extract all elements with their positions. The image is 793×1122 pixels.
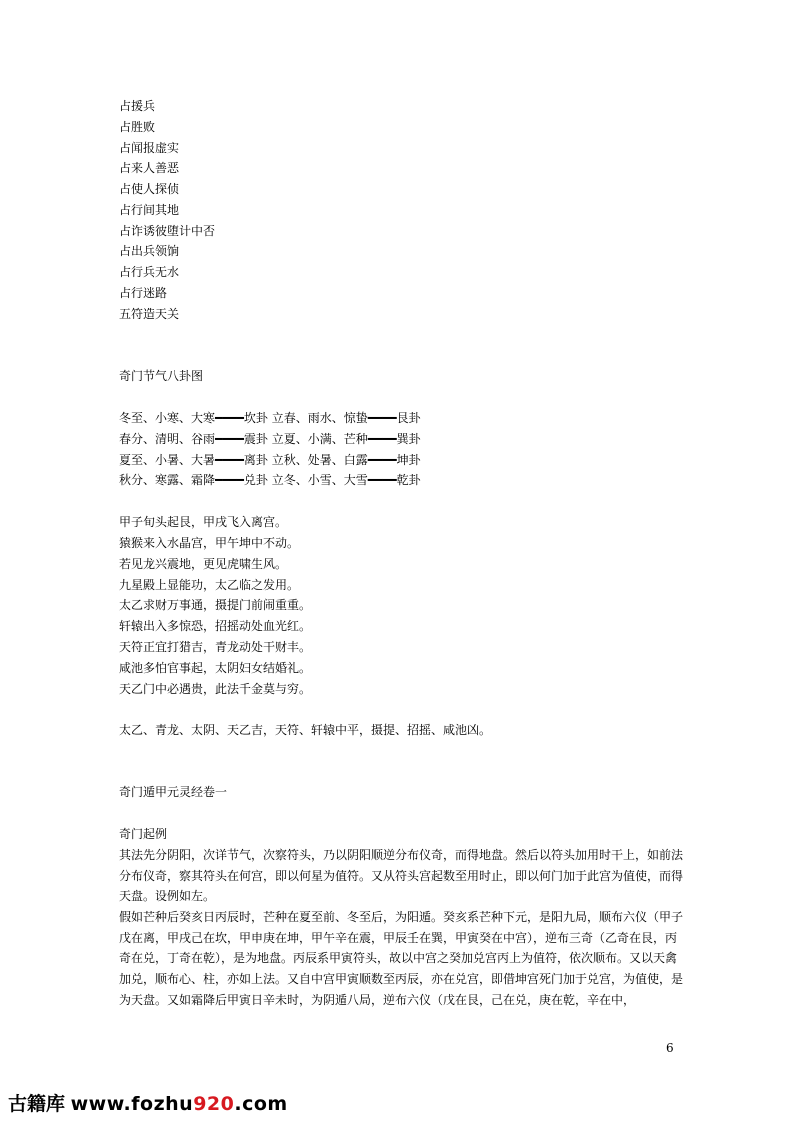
verse-line: 天符正宜打猎吉，青龙动处干财丰。 bbox=[119, 640, 312, 654]
toc-item: 占诈诱彼堕计中否 bbox=[119, 224, 216, 238]
toc-item: 占使人探侦 bbox=[119, 182, 180, 196]
url-suffix: .com bbox=[234, 1093, 288, 1115]
chapter-title: 奇门起例 bbox=[119, 827, 168, 841]
site-url bbox=[71, 1093, 288, 1115]
url-prefix: www.fozhu bbox=[70, 1093, 194, 1115]
body-paragraph: 其法先分阴阳，次详节气，次察符头，乃以阴阳顺逆分布仪奇，而得地盘。然后以符头加用时干上，如前法分布仪奇，察其符头在何宫，即以何星为值符。又从符头宫起数至用时止，即以何门加于此宫为值使，而得天盘。设例如左。 bbox=[119, 848, 684, 904]
verse-line: 咸池多怕官事起，太阴妇女结婚礼。 bbox=[119, 661, 312, 675]
site-name: 古籍库 bbox=[8, 1093, 66, 1115]
verse-line: 猿猴来入水晶宫，甲午坤中不动。 bbox=[119, 536, 300, 550]
bagua-row: 夏至、小暑、大暑━━━━离卦 立秋、处暑、白露━━━━坤卦 bbox=[119, 453, 421, 467]
toc-item: 占援兵 bbox=[119, 99, 156, 113]
verse-line: 甲子旬头起艮，甲戌飞入离宫。 bbox=[119, 515, 288, 529]
book-title: 奇门遁甲元灵经卷一 bbox=[119, 785, 228, 799]
toc-item: 占行迷路 bbox=[119, 286, 168, 300]
verse-line: 若见龙兴震地，更见虎啸生风。 bbox=[119, 557, 288, 571]
verse-line: 太乙求财万事通，摄提门前闹重重。 bbox=[119, 598, 312, 612]
watermark-footer bbox=[8, 1089, 288, 1116]
url-number: 920 bbox=[193, 1093, 235, 1115]
toc-item: 占来人善恶 bbox=[119, 161, 180, 175]
bagua-row: 秋分、寒露、霜降━━━━兑卦 立冬、小雪、大雪━━━━乾卦 bbox=[119, 473, 421, 487]
toc-item: 占出兵领饷 bbox=[119, 244, 180, 258]
bagua-row: 春分、清明、谷雨━━━━震卦 立夏、小满、芒种━━━━巽卦 bbox=[119, 432, 421, 446]
toc-item: 占闻报虚实 bbox=[119, 141, 180, 155]
verse-line: 天乙门中必遇贵，此法千金莫与穷。 bbox=[119, 682, 312, 696]
toc-item: 占胜败 bbox=[119, 120, 156, 134]
toc-item: 占行兵无水 bbox=[119, 265, 180, 279]
body-paragraph: 假如芒种后癸亥日丙辰时，芒种在夏至前、冬至后，为阳遁。癸亥系芒种下元，是阳九局，顺布六仪（甲子戊在离，甲戌己在坎，甲申庚在坤，甲午辛在震，甲辰壬在巽，甲寅癸在中宫），逆布三奇（乙奇在艮，丙奇在兑，丁奇在乾），是为地盘。丙辰系甲寅符头，故以中宫之癸加兑宫丙上为值符，依次顺布。又以天禽加兑，顺布心、柱，亦如上法。又自中宫甲寅顺数至丙辰，亦在兑宫，即借坤宫死门加于兑宫，为值使，是为天盘。又如霜降后甲寅日辛未时，为阴遁八局，逆布六仪（戊在艮，己在兑，庚在乾，辛在中， bbox=[119, 910, 684, 1007]
section-title: 奇门节气八卦图 bbox=[119, 369, 204, 383]
toc-item: 五符造天关 bbox=[119, 307, 180, 321]
verse-line: 九星殿上显能功，太乙临之发用。 bbox=[119, 578, 300, 592]
verse-line: 轩辕出入多惊恐，招摇动处血光红。 bbox=[119, 619, 312, 633]
bagua-row: 冬至、小寒、大寒━━━━坎卦 立春、雨水、惊蛰━━━━艮卦 bbox=[119, 411, 421, 425]
summary-line: 太乙、青龙、太阴、天乙吉，天符、轩辕中平，摄提、招摇、咸池凶。 bbox=[119, 723, 492, 737]
toc-item: 占行间其地 bbox=[119, 203, 180, 217]
page-number: 6 bbox=[666, 1041, 674, 1055]
